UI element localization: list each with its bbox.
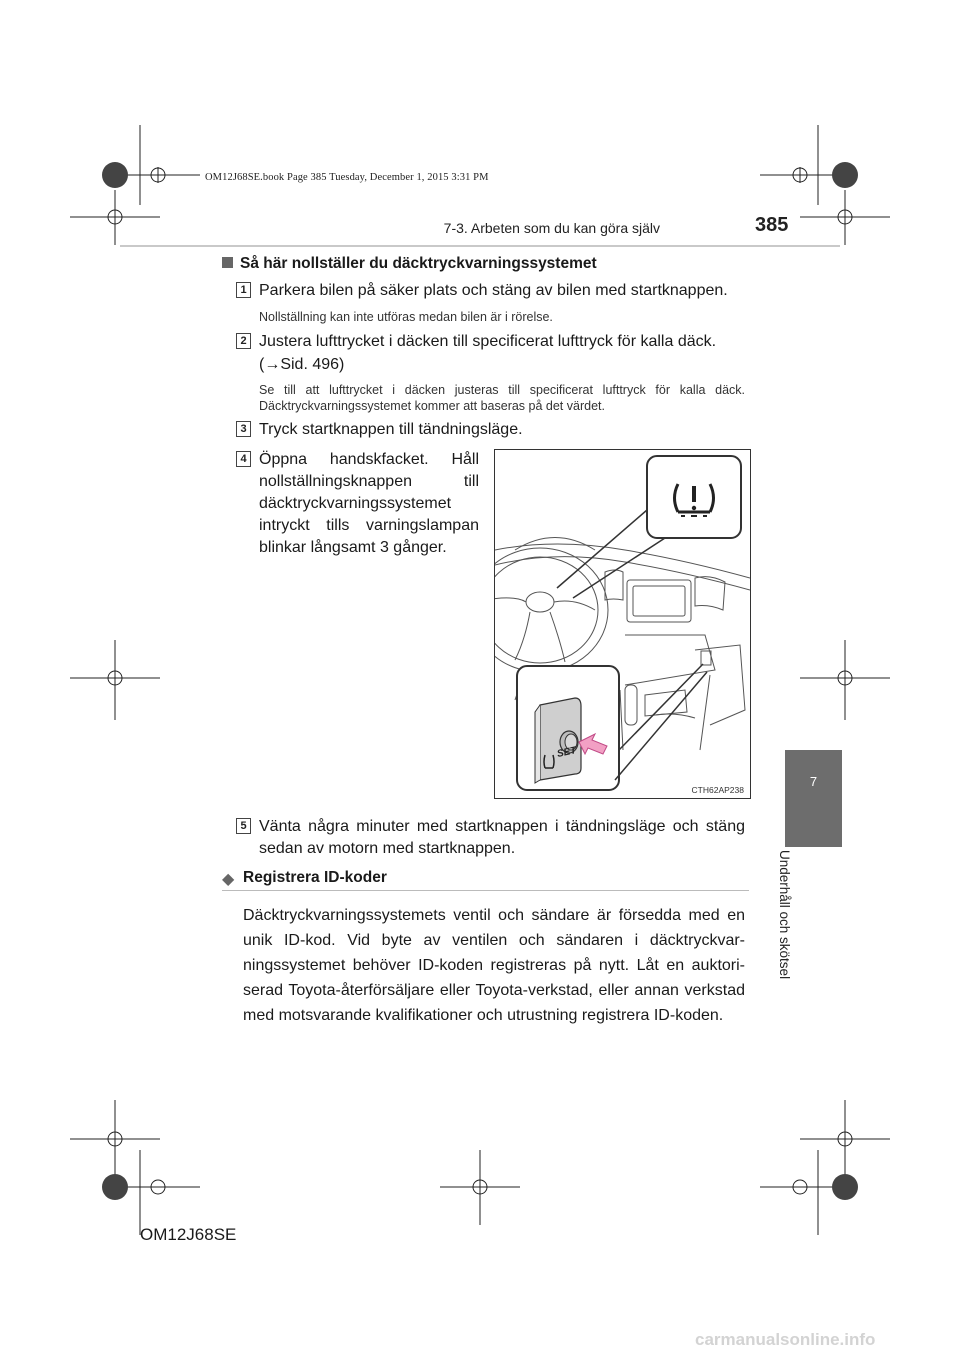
chapter-label	[777, 850, 804, 990]
step-number-5: 5	[236, 818, 251, 834]
chapter-label-text: Underhåll och skötsel	[777, 850, 792, 980]
subsection-title: Registrera ID-koder	[243, 869, 387, 886]
figure-code: CTH62AP238	[691, 785, 744, 795]
footer-code: OM12J68SE	[140, 1225, 237, 1244]
step-2-note: Se till att lufttrycket i däcken justeras till specificerat lufttryck för kalla däck. Däcktryckvarningssystemet kommer att baseras på det värdet.	[259, 383, 745, 413]
watermark: carmanualsonline.info	[695, 1330, 876, 1349]
step-2-text: Justera lufttrycket i däcken till specificerat lufttryck för kalla däck.	[259, 333, 717, 350]
diamond-bullet-icon: ◆	[222, 871, 235, 888]
section-title: 7-3. Arbeten som du kan göra själv	[443, 220, 660, 236]
chapter-tab	[785, 750, 842, 847]
subsection-paragraph: Däcktryckvarningssystemets ventil och sändare är försedda med en unik ID-kod. Vid byte av ventilen och sändaren i däcktryckvar-ningssystemet behöver ID-koden registreras på nytt. Låt en auktori-serad Toyota-återförsäljare eller Toyota-verkstad, eller annan verkstad med motsvarande kvalifikationer och utrustning registrera ID-koden.	[243, 907, 745, 1024]
book-info: OM12J68SE.book Page 385 Tuesday, December 1, 2015 3:31 PM	[205, 172, 489, 183]
step-number-2: 2	[236, 333, 251, 349]
step-number-4: 4	[236, 451, 251, 467]
square-bullet-icon	[222, 257, 233, 268]
header-rule	[120, 245, 840, 247]
illustration-tpms-reset	[494, 449, 751, 799]
step-number-3: 3	[236, 421, 251, 437]
set-button-label: SET	[556, 745, 578, 760]
step-3-text: Tryck startknappen till tändningsläge.	[259, 421, 523, 438]
step-1-text: Parkera bilen på säker plats och stäng av bilen med startknappen.	[259, 282, 728, 299]
step-5-text: Vänta några minuter med startknappen i tändningsläge och stäng sedan av motorn med startknappen.	[259, 818, 745, 857]
section-heading	[222, 255, 597, 273]
section-heading-text: Så här nollställer du däcktryckvarningssystemet	[240, 255, 597, 272]
subsection-rule	[222, 890, 749, 891]
chapter-number: 7	[809, 774, 818, 789]
page-number: 385	[755, 214, 789, 236]
step-1-note: Nollställning kan inte utföras medan bilen är i rörelse.	[259, 310, 553, 324]
step-4-text: Öppna handskfacket. Håll nollställningsknappen till däcktryckvarningssystemet intryckt tills varningslampan blinkar långsamt 3 gånger.	[259, 451, 479, 556]
dashboard-illustration	[495, 450, 750, 798]
step-number-1: 1	[236, 282, 251, 298]
step-2-ref: (→Sid. 496)	[259, 356, 345, 373]
